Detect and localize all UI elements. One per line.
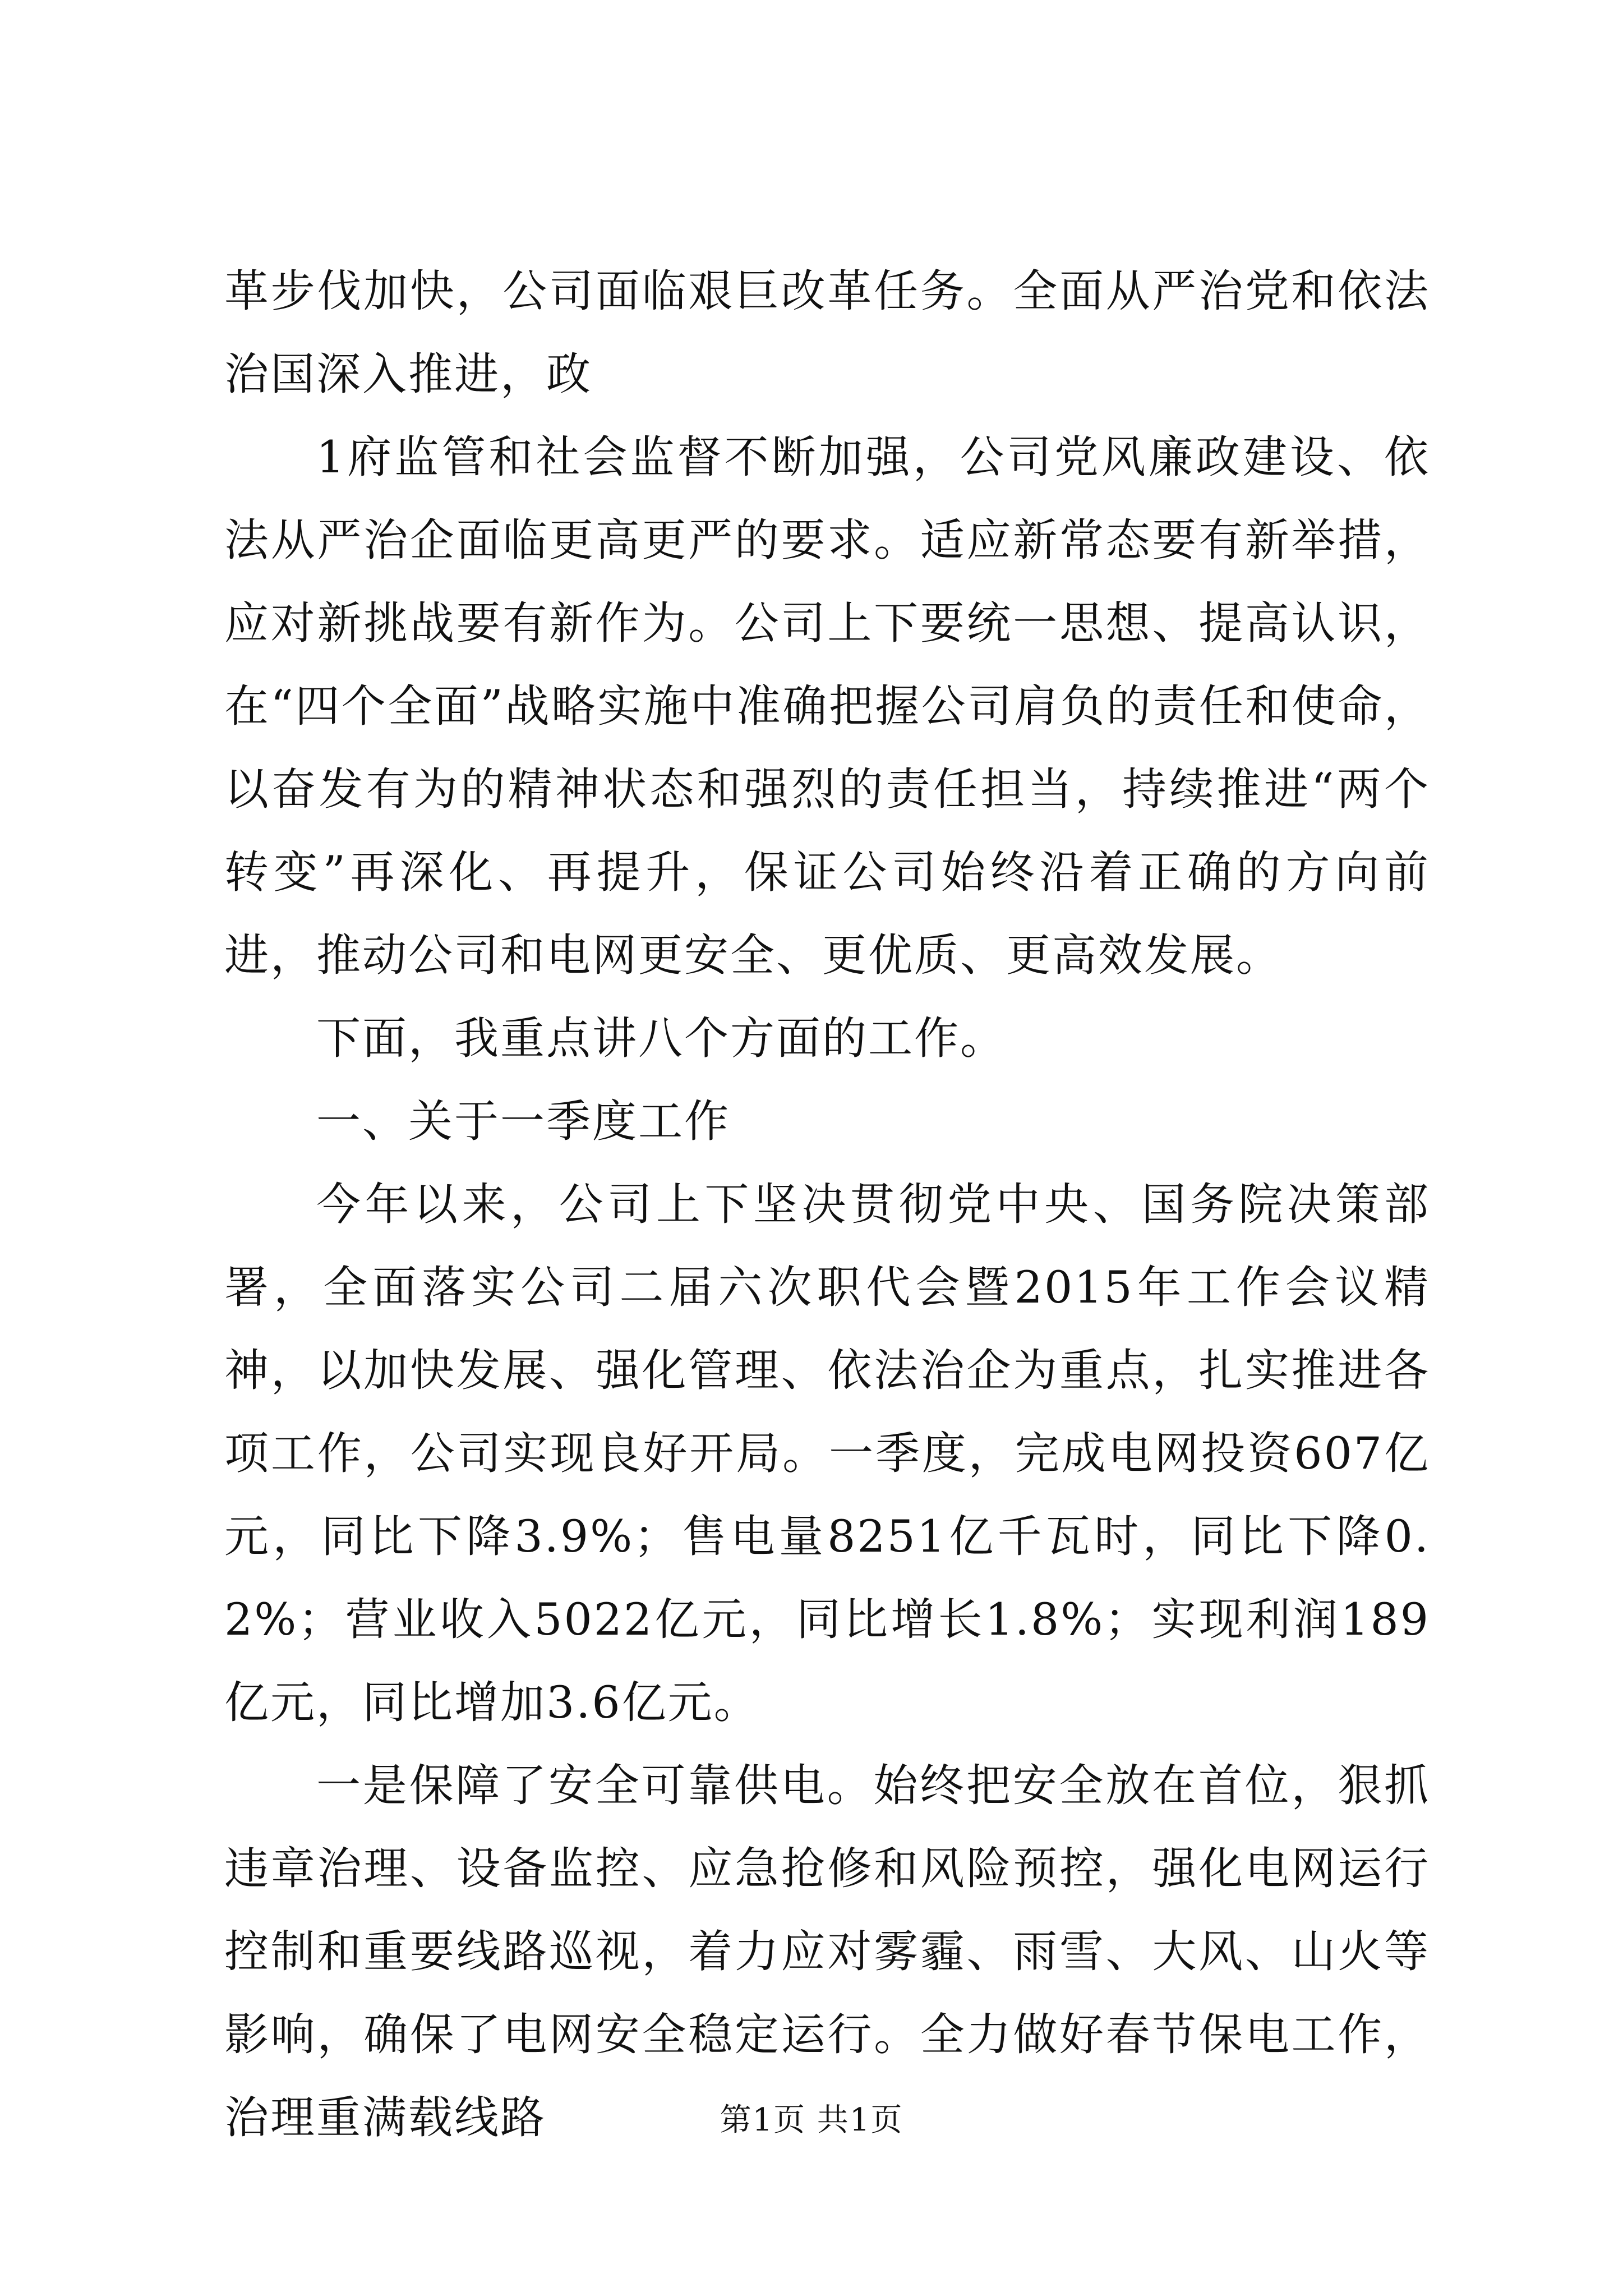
document-body	[224, 250, 1430, 2159]
paragraph-intro: 下面，我重点讲八个方面的工作。	[316, 1013, 1006, 1064]
section-heading-q1: 一、关于一季度工作	[316, 1096, 730, 1147]
paragraph-q1-summary: 今年以来，公司上下坚决贯彻党中央、国务院决策部署，全面落实公司二届六次职代会暨2015年工作会议精神，以加快发展、强化管理、依法治企为重点，扎实推进各项工作，公司实现良好开局。一季度，完成电网投资607亿元，同比下降3.9%；售电量8251亿千瓦时，同比下降0.2%；营业收入5022亿元，同比增长1.8%；实现利润189亿元，同比增加3.6亿元。	[224, 1179, 1430, 1728]
page-number-footer: 第1页 共1页	[720, 2102, 903, 2138]
paragraph-safety: 一是保障了安全可靠供电。始终把安全放在首位，狠抓违章治理、设备监控、应急抢修和风险预控，强化电网运行控制和重要线路巡视，着力应对雾霾、雨雪、大风、山火等影响，确保了电网安全稳定运行。全力做好春节保电工作，治理重满载线路	[224, 1760, 1430, 2143]
paragraph-supervision: 1府监管和社会监督不断加强，公司党风廉政建设、依法从严治企面临更高更严的要求。适应新常态要有新举措，应对新挑战要有新作为。公司上下要统一思想、提高认识，在“四个全面”战略实施中准确把握公司肩负的责任和使命，以奋发有为的精神状态和强烈的责任担当，持续推进“两个转变”再深化、再提升，保证公司始终沿着正确的方向前进，推动公司和电网更安全、更优质、更高效发展。	[224, 431, 1430, 981]
paragraph-continuation: 革步伐加快，公司面临艰巨改革任务。全面从严治党和依法治国深入推进，政	[224, 265, 1430, 400]
